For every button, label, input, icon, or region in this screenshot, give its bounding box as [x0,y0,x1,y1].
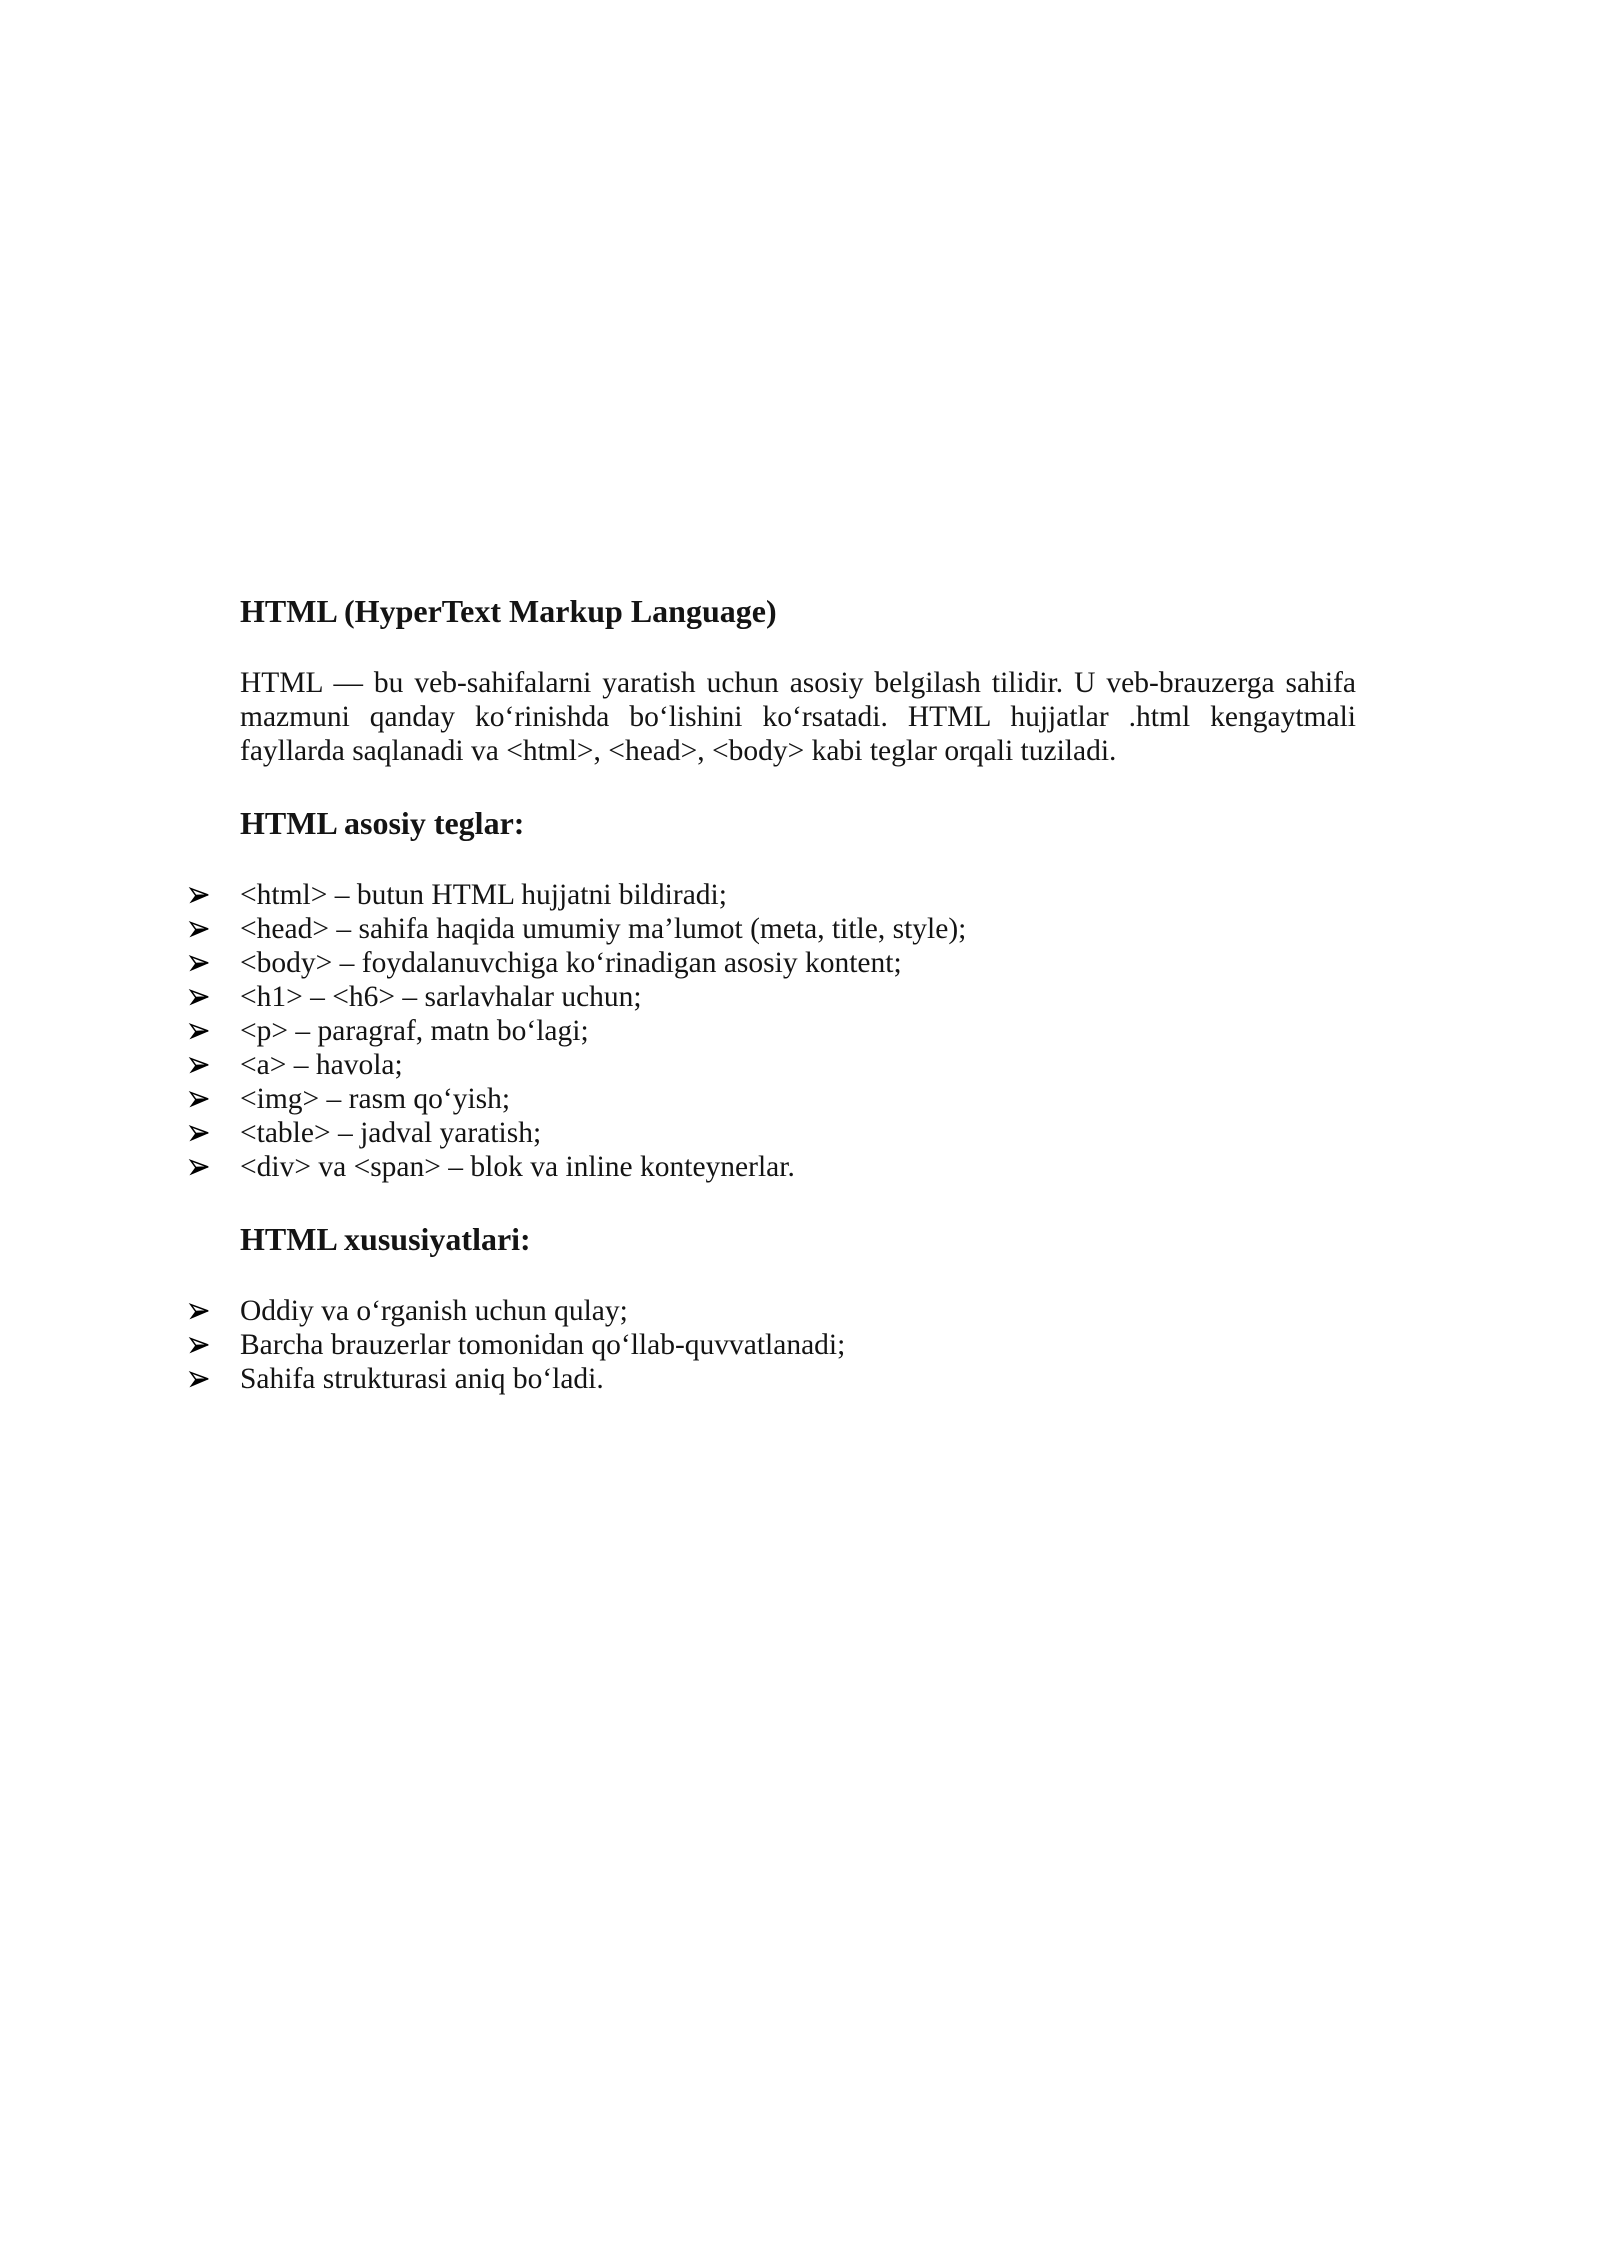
arrow-bullet-icon [188,1122,210,1144]
list-item-text: <table> – jadval yaratish; [240,1117,542,1149]
list-item [240,1150,1356,1184]
arrow-bullet-icon [188,986,210,1008]
document-content [240,594,1356,1434]
list-item [240,1082,1356,1116]
list-item [240,1328,1356,1362]
section-heading-tags: HTML asosiy teglar: [240,805,525,841]
list-item-text: <p> – paragraf, matn bo‘lagi; [240,1015,589,1047]
list-item-text: Oddiy va o‘rganish uchun qulay; [240,1295,628,1327]
list-item-text: Sahifa strukturasi aniq bo‘ladi. [240,1363,604,1395]
section-heading-features: HTML xususiyatlari: [240,1221,531,1257]
intro-paragraph: HTML — bu veb-sahifalarni yaratish uchun asosiy belgilash tilidir. U veb-brauzerga sahifa mazmuni qanday ko‘rinishda bo‘lishini ko‘rsatadi. HTML hujjatlar .html kengaytmali fayllarda saqlanadi va <html>, <head>, <body> kabi teglar orqali tuziladi. [240,667,1356,767]
list-item [240,980,1356,1014]
list-item-text: Barcha brauzerlar tomonidan qo‘llab-quvvatlanadi; [240,1329,846,1361]
list-item-text: <h1> – <h6> – sarlavhalar uchun; [240,981,642,1013]
arrow-bullet-icon [188,1088,210,1110]
list-item-text: <body> – foydalanuvchiga ko‘rinadigan asosiy kontent; [240,947,902,979]
list-item-text: <img> – rasm qo‘yish; [240,1083,511,1115]
list-item [240,946,1356,980]
arrow-bullet-icon [188,952,210,974]
tag-list [240,878,1356,1184]
arrow-bullet-icon [188,1300,210,1322]
arrow-bullet-icon [188,918,210,940]
arrow-bullet-icon [188,1054,210,1076]
list-item-text: <head> – sahifa haqida umumiy ma’lumot (meta, title, style); [240,913,967,945]
arrow-bullet-icon [188,1368,210,1390]
list-item [240,878,1356,912]
arrow-bullet-icon [188,1020,210,1042]
list-item [240,1362,1356,1396]
list-item-text: <div> va <span> – blok va inline konteynerlar. [240,1151,795,1183]
arrow-bullet-icon [188,884,210,906]
list-item-text: <html> – butun HTML hujjatni bildiradi; [240,879,727,911]
feature-list [240,1294,1356,1396]
arrow-bullet-icon [188,1334,210,1356]
list-item [240,1048,1356,1082]
document-title: HTML (HyperText Markup Language) [240,593,777,629]
list-item-text: <a> – havola; [240,1049,403,1081]
list-item [240,912,1356,946]
list-item [240,1116,1356,1150]
list-item [240,1014,1356,1048]
list-item [240,1294,1356,1328]
arrow-bullet-icon [188,1156,210,1178]
